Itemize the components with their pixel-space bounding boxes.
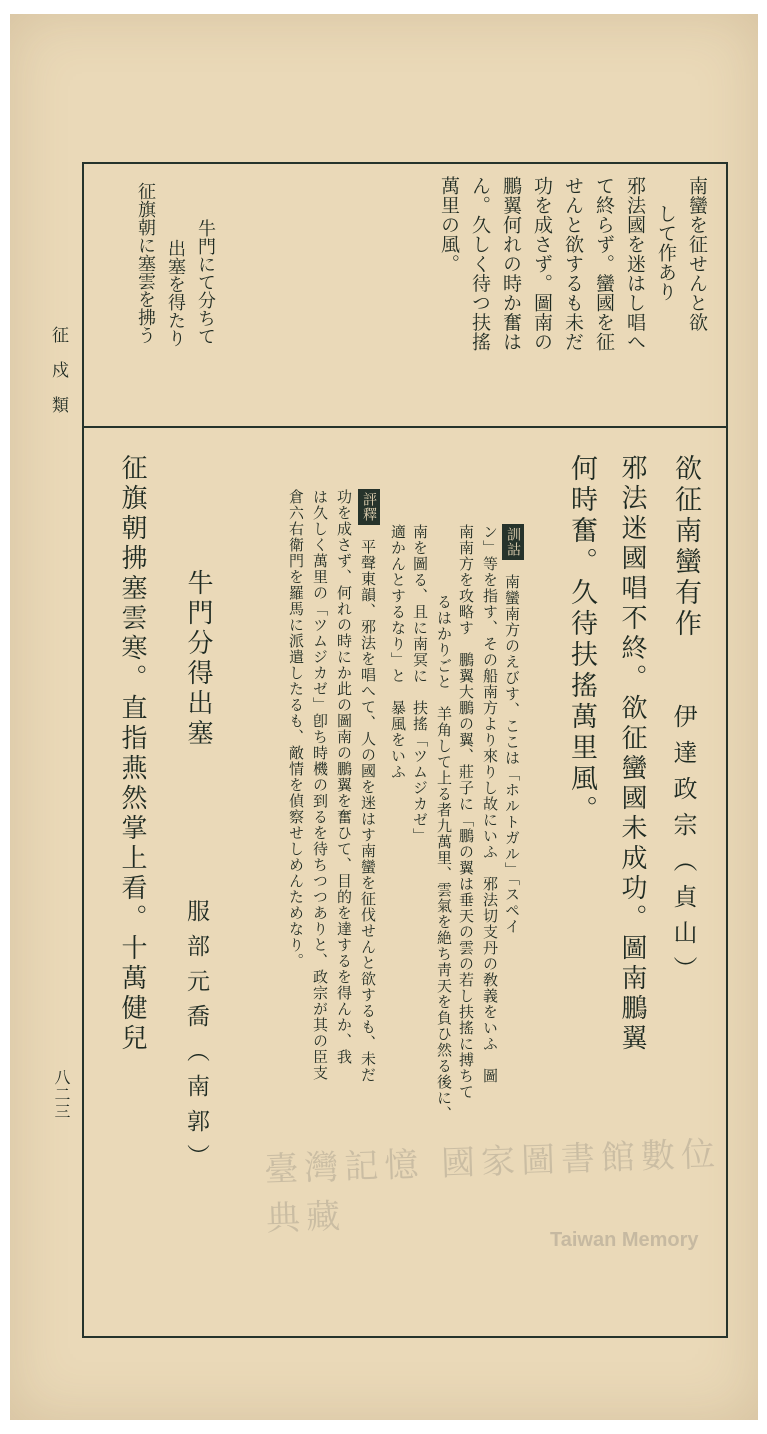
poem2-line-1: 征旗朝拂塞雲寒。直指燕然掌上看。十萬健兒 <box>117 454 147 1054</box>
translation2-line-2: 征旗朝に塞雲を拂う <box>135 182 156 344</box>
poem1-line-2: 何時奮。久待扶搖萬里風。 <box>566 454 597 826</box>
hyoshaku-line-2: 功を成さず、何れの時にか此の圖南の鵬翼を奮ひて、目的を達するを得んか、我 <box>335 489 353 1065</box>
kunko-line-5: 南を圖る、且に南冥に 扶搖「ツムジカゼ」 <box>411 524 429 844</box>
translation-line-3: 邪法國を迷はし唱へ <box>624 176 646 352</box>
poem1-title: 欲征南蠻有作 <box>670 454 701 640</box>
hyoshaku-line-4: 倉六右衛門を羅馬に派遣したるも、敵情を偵察せしめんためなり。 <box>287 489 305 969</box>
translation-line-9: 萬里の風。 <box>438 176 460 274</box>
kunko-label: 訓詁 <box>502 524 524 560</box>
hyoshaku-block <box>358 489 380 531</box>
kunko-line-4: るはかりごと 羊角して上る者九萬里、雲氣を絶ち靑天を負ひ然る後に、 <box>435 594 453 1122</box>
watermark: 臺灣記憶 國家圖書館數位典藏 <box>263 1134 722 1240</box>
watermark-english: Taiwan Memory <box>550 1229 699 1251</box>
poem2-title: 牛門分得出塞 <box>183 569 213 749</box>
translation-line-2: して作あり <box>655 204 677 302</box>
section-divider <box>84 426 726 428</box>
kunko-block <box>502 524 524 566</box>
running-title: 征戍類 <box>48 326 68 431</box>
translation-line-7: 鵬翼何れの時か奮は <box>500 176 522 352</box>
poem1-line-1: 邪法迷國唱不終。欲征蠻國未成功。圖南鵬翼 <box>617 454 647 1054</box>
translation-line-5: せんと欲するも未だ <box>562 176 584 352</box>
translation-line-6: 功を成さず。圖南の <box>531 176 553 352</box>
poem1-author: 伊達政宗（貞山） <box>669 704 697 992</box>
kunko-line-6: 適かんとするなり」と 暴風をいふ <box>389 524 407 780</box>
translation-line-8: ん。久しく待つ扶搖 <box>469 176 491 352</box>
kunko-line-3: 南南方を攻略す 鵬翼大鵬の翼、莊子に「鵬の翼は垂天の雲の若し扶搖に搏ちて <box>457 524 475 1100</box>
hyoshaku-line-1: 平聲東韻、邪法を唱へて、人の國を迷はす南蠻を征伐せんと欲するも、未だ <box>359 539 377 1083</box>
translation-line-1: 南蠻を征せんと欲 <box>686 176 708 332</box>
kunko-line-2: ン」等を指す、その船南方より來りし故にいふ 邪法切支丹の敎義をいふ 圖 <box>481 524 499 1084</box>
translation2-title: 牛門にて分ちて <box>195 219 216 345</box>
hyoshaku-label: 評釋 <box>358 489 380 525</box>
translation2-line-1: 出塞を得たり <box>165 239 186 347</box>
kunko-line-1: 南蠻南方のえびす、ここは「ホルトガル」「スペイ <box>503 574 521 935</box>
page-number: 八二三 <box>52 1069 71 1120</box>
translation-line-4: て終らず。蠻國を征 <box>593 176 615 352</box>
book-page <box>10 14 758 1420</box>
hyoshaku-line-3: は久しく萬里の「ツムジカゼ」卽ち時機の到るを待ちつつありと、政宗が其の臣支 <box>311 489 329 1081</box>
poem2-author: 服部元喬（南郭） <box>183 899 209 1179</box>
